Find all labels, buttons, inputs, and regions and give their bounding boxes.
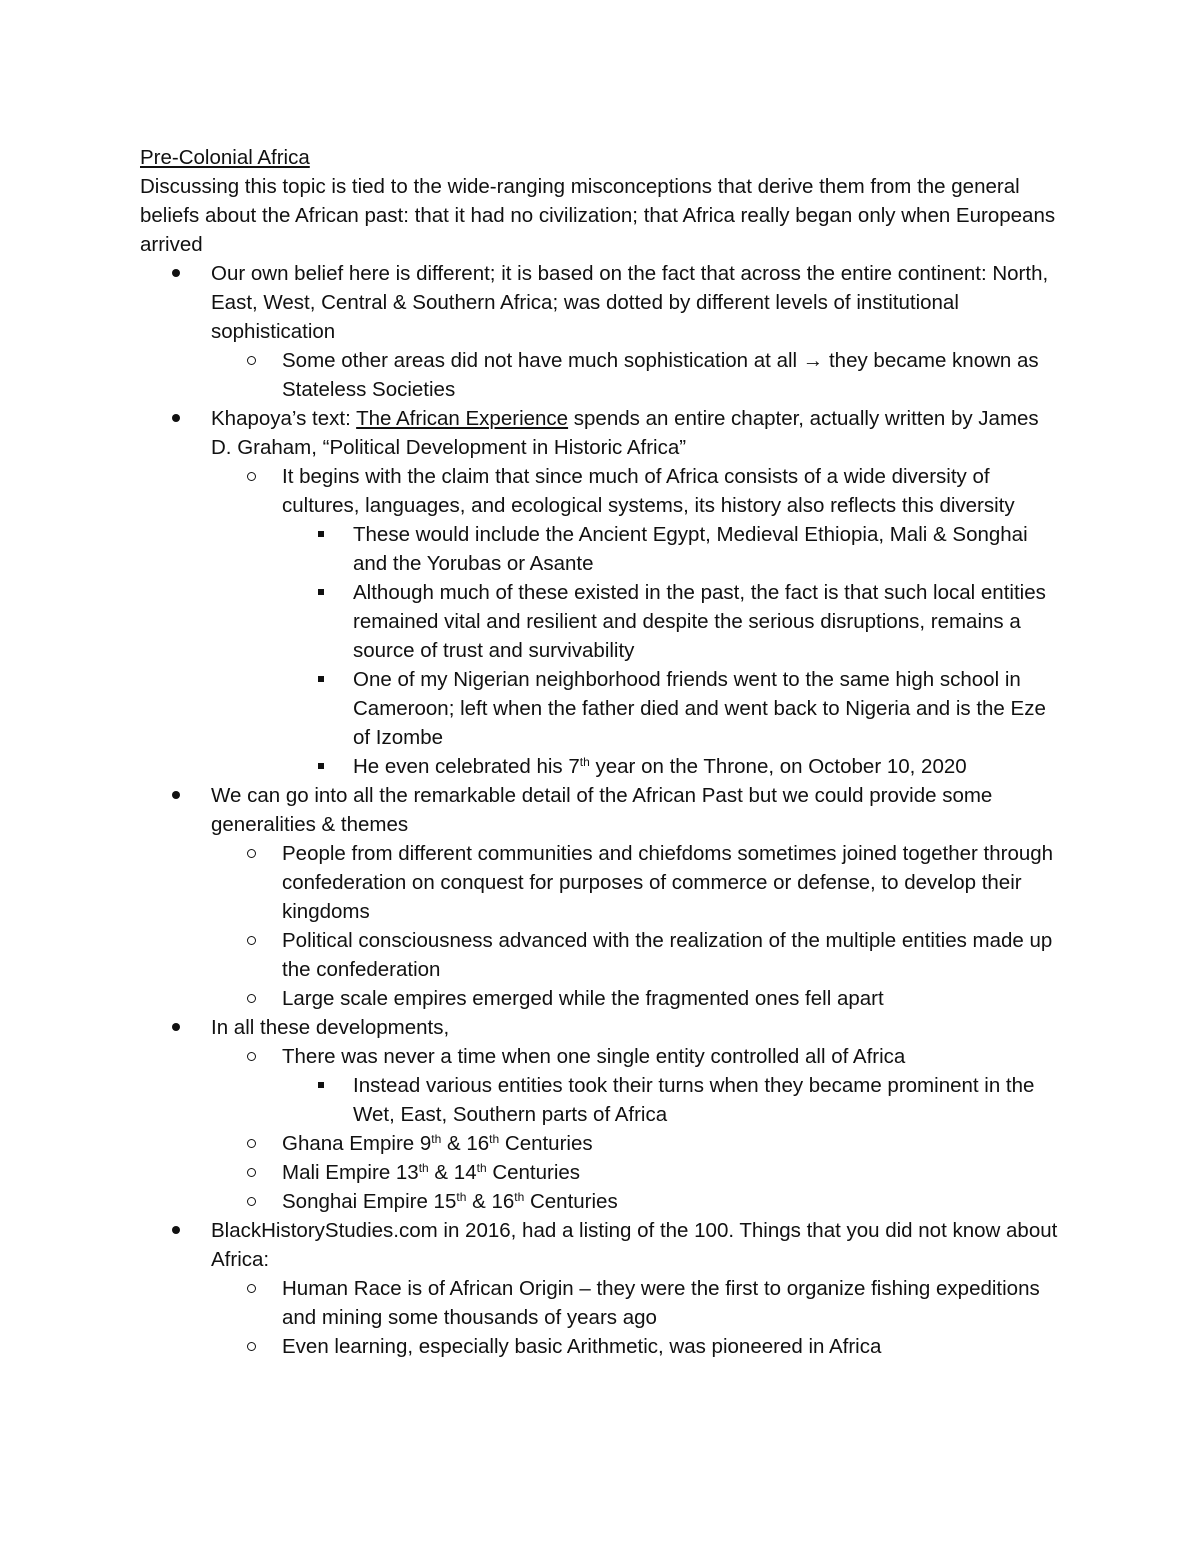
circle-bullet-icon	[247, 462, 256, 491]
list-item-text: Political consciousness advanced with the realization of the multiple entities made up the confederation	[282, 929, 1053, 981]
list-item-text: Mali Empire 13	[282, 1161, 419, 1184]
list-item	[140, 1013, 1060, 1042]
bullet-icon	[172, 404, 180, 433]
superscript: th	[579, 755, 590, 769]
list-item-text: Some other areas did not have much sophistication at all	[282, 349, 798, 372]
list-item	[140, 1042, 1060, 1071]
list-item-text: year on the Throne, on October 10, 2020	[589, 755, 967, 778]
list-item-text: People from different communities and chiefdoms sometimes joined together through confederation on conquest for purposes of commerce or defense, to develop their kingdoms	[282, 842, 1054, 923]
list-item-text: Centuries	[524, 1190, 618, 1213]
circle-bullet-icon	[247, 346, 256, 375]
list-item	[140, 520, 1060, 578]
circle-bullet-icon	[247, 1158, 256, 1187]
superscript: th	[418, 1161, 429, 1175]
list-item	[140, 346, 1060, 404]
superscript: th	[431, 1132, 442, 1146]
list-item	[140, 404, 1060, 462]
list-item-text: It begins with the claim that since much of Africa consists of a wide diversity of cultures, languages, and ecological systems, its history also reflects this diversity	[282, 465, 1015, 517]
list-item-text: spends an entire chapter, actually written by James D. Graham, “Political Development in Historic Africa”	[211, 407, 1039, 459]
list-item	[140, 1274, 1060, 1332]
bullet-icon	[172, 781, 180, 810]
list-item-text: Instead various entities took their turns when they became prominent in the Wet, East, Southern parts of Africa	[353, 1074, 1035, 1126]
list-item	[140, 1332, 1060, 1361]
list-item	[140, 259, 1060, 346]
list-item-text: We can go into all the remarkable detail of the African Past but we could provide some generalities & themes	[211, 784, 993, 836]
outline-list	[140, 259, 1060, 1361]
circle-bullet-icon	[247, 926, 256, 955]
list-item-text: Our own belief here is different; it is based on the fact that across the entire continent: North, East, West, Central & Southern Africa; was dotted by different levels of institutional sophistication	[211, 262, 1049, 343]
list-item-text: He even celebrated his 7	[353, 755, 580, 778]
list-item	[140, 578, 1060, 665]
list-item	[140, 984, 1060, 1013]
list-item-text: & 16	[466, 1190, 515, 1213]
circle-bullet-icon	[247, 1042, 256, 1071]
square-bullet-icon	[318, 520, 324, 549]
list-item	[140, 665, 1060, 752]
list-item	[140, 1187, 1060, 1216]
list-item-text: Ghana Empire 9	[282, 1132, 432, 1155]
list-item-text: Human Race is of African Origin – they were the first to organize fishing expeditions and mining some thousands of years ago	[282, 1277, 1040, 1329]
circle-bullet-icon	[247, 984, 256, 1013]
list-item	[140, 1129, 1060, 1158]
square-bullet-icon	[318, 665, 324, 694]
bullet-icon	[172, 1216, 180, 1245]
list-item-text: Although much of these existed in the past, the fact is that such local entities remained vital and resilient and despite the serious disruptions, remains a source of trust and survivability	[353, 581, 1046, 662]
list-item-text: BlackHistoryStudies.com in 2016, had a listing of the 100. Things that you did not know about Africa:	[211, 1219, 1058, 1271]
square-bullet-icon	[318, 1071, 324, 1100]
circle-bullet-icon	[247, 1187, 256, 1216]
list-item-text: & 16	[441, 1132, 490, 1155]
arrow-right-icon: →	[802, 349, 824, 372]
list-item-text: These would include the Ancient Egypt, Medieval Ethiopia, Mali & Songhai and the Yorubas or Asante	[353, 523, 1028, 575]
list-item	[140, 1158, 1060, 1187]
list-item-text: There was never a time when one single entity controlled all of Africa	[282, 1045, 906, 1068]
list-item-text: In all these developments,	[211, 1016, 450, 1039]
document-title: Pre-Colonial Africa	[140, 146, 310, 169]
list-item-text: & 14	[428, 1161, 477, 1184]
circle-bullet-icon	[247, 839, 256, 868]
bullet-icon	[172, 259, 180, 288]
list-item-text: One of my Nigerian neighborhood friends went to the same high school in Cameroon; left when the father died and went back to Nigeria and is the Eze of Izombe	[353, 668, 1046, 749]
list-item	[140, 839, 1060, 926]
square-bullet-icon	[318, 578, 324, 607]
list-item	[140, 926, 1060, 984]
circle-bullet-icon	[247, 1274, 256, 1303]
list-item	[140, 462, 1060, 520]
bullet-icon	[172, 1013, 180, 1042]
superscript: th	[514, 1190, 525, 1204]
superscript: th	[476, 1161, 487, 1175]
list-item	[140, 1071, 1060, 1129]
list-item-text: Songhai Empire 15	[282, 1190, 457, 1213]
superscript: th	[489, 1132, 500, 1146]
circle-bullet-icon	[247, 1332, 256, 1361]
circle-bullet-icon	[247, 1129, 256, 1158]
list-item-text: Centuries	[499, 1132, 593, 1155]
list-item-text: they became known as Stateless Societies	[282, 349, 1039, 401]
list-item-text: Large scale empires emerged while the fragmented ones fell apart	[282, 987, 884, 1010]
intro-paragraph: Discussing this topic is tied to the wide-ranging misconceptions that derive them from the general beliefs about the African past: that it had no civilization; that Africa really began only when Europeans arrived	[140, 175, 1056, 256]
book-title: The African Experience	[356, 407, 569, 430]
list-item	[140, 781, 1060, 839]
list-item	[140, 1216, 1060, 1274]
list-item	[140, 752, 1060, 781]
superscript: th	[456, 1190, 467, 1204]
square-bullet-icon	[318, 752, 324, 781]
list-item-text: Centuries	[486, 1161, 581, 1184]
list-item-text: Khapoya’s text:	[211, 407, 357, 430]
list-item-text: Even learning, especially basic Arithmetic, was pioneered in Africa	[282, 1335, 882, 1358]
